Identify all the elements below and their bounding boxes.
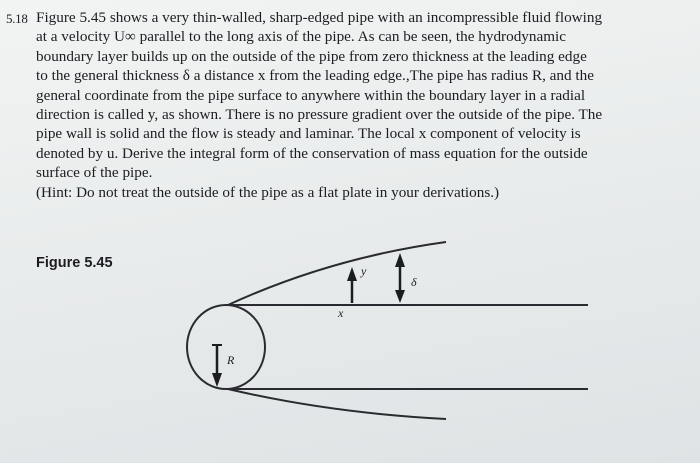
radius-label: R [227,353,235,367]
figure-label: Figure 5.45 [36,255,113,271]
delta-thickness-arrow [395,253,405,303]
radius-arrow [212,345,222,387]
problem-line-4: to the general thickness δ a distance x from the leading edge.,The pipe has radius R, and the [36,67,594,85]
lower-boundary-layer-edge [228,389,446,419]
problem-line-6: direction is called y, as shown. There is no pressure gradient over the outside of the pipe. The [36,106,603,124]
pipe-end-circle [187,305,265,389]
problem-line-1: Figure 5.45 shows a very thin-walled, sharp-edged pipe with an incompressible fluid flowing [36,9,603,26]
problem-line-2: at a velocity U∞ parallel to the long axis of the pipe. As can be seen, the hydrodynamic [36,28,566,46]
hint-line: (Hint: Do not treat the outside of the pipe as a flat plate in your derivations.) [36,183,500,201]
problem-line-8: denoted by u. Derive the integral form of the conservation of mass equation for the outside [36,144,588,162]
x-label: x [338,306,344,320]
y-label: y [361,264,367,278]
problem-line-9: surface of the pipe. [36,164,153,182]
upper-boundary-layer-edge [228,242,446,305]
problem-number: 5.18 [6,11,28,26]
problem-line-3: boundary layer builds up on the outside of the pipe from zero thickness at the leading edge [36,47,587,65]
y-coordinate-arrow [347,267,357,303]
problem-line-7: pipe wall is solid and the flow is steady and laminar. The local x component of velocity is [36,125,581,143]
delta-label: δ [411,275,417,289]
problem-line-5: general coordinate from the pipe surface to anywhere within the boundary layer in a radial [36,86,586,104]
